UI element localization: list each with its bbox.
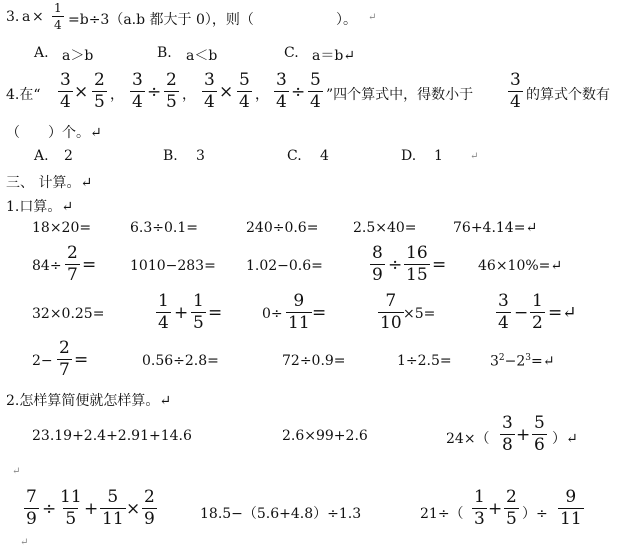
oral-r4-item1-equals: =: [74, 350, 89, 370]
oral-r4-item1-prefix: 2−: [32, 353, 53, 369]
simplify-r2-item1-op3: ×: [126, 499, 141, 519]
q4-label: 4.在“: [6, 87, 41, 103]
oral-r3-item3-equals: =: [312, 303, 327, 323]
oral-r1-item3: 240÷0.6=: [246, 220, 319, 236]
q4-option-d-letter: D.: [401, 148, 417, 164]
q4-middle-text: ”四个算式中，得数小于: [326, 87, 474, 103]
oral-r2-item4-equals: =: [432, 255, 447, 275]
q4-expr1-op: ×: [74, 82, 89, 102]
q4-option-a-text: 2: [64, 148, 73, 164]
oral-r2-item3: 1.02−0.6=: [246, 258, 323, 274]
oral-r3-item3-prefix: 0÷: [262, 306, 283, 322]
oral-r2-item1-equals: =: [82, 255, 97, 275]
simplify-r2-item3-fraction3: $\frac{9}{11}$: [560, 487, 582, 529]
q3-close: ）。: [336, 12, 357, 28]
oral-r4-item5: $3^2-2^3=↵$: [490, 353, 555, 370]
simplify-r1-item2: 2.6×99+2.6: [282, 428, 368, 444]
oral-r3-item5-fraction1: $\frac{3}{4}$: [498, 291, 509, 333]
q3-return-mark: ↵: [368, 12, 377, 23]
simplify-r2-item1-fraction2: $\frac{11}{5}$: [60, 487, 82, 529]
oral-r3-item2-op: +: [174, 303, 189, 323]
simplify-r1-item3-fraction2: $\frac{5}{6}$: [534, 413, 545, 455]
q4-option-a-letter: A.: [34, 148, 49, 164]
oral-r1-item1: 18×20=: [32, 220, 92, 236]
q4-option-c-letter: C.: [287, 148, 302, 164]
q4-reference-fraction: $\frac{3}{4}$: [510, 70, 521, 112]
simplify-r2-item3-fraction2: $\frac{2}{5}$: [506, 487, 517, 529]
simplify-r2-item3-fraction1: $\frac{1}{3}$: [474, 487, 485, 529]
oral-r2-item4-fraction1: $\frac{8}{9}$: [372, 243, 383, 285]
simplify-r1-item3-prefix: 24×（: [446, 431, 490, 447]
sub-2-heading: 2.怎样算简便就怎样算。↵: [6, 393, 172, 409]
q4-expr1-frac2: $\frac{2}{5}$: [94, 70, 105, 112]
q3-option-b-text: a＜b: [186, 48, 218, 64]
oral-r3-item4-tail: ×5=: [403, 306, 436, 322]
sub-1-heading: 1.口算。↵: [6, 199, 74, 215]
q4-option-d-text: 1: [434, 148, 443, 164]
q4-answer-blank: （ ）个。↵: [6, 125, 102, 141]
simplify-r2-item2: 18.5−（5.6+4.8）÷1.3: [200, 506, 362, 522]
simplify-r2-item3-prefix: 21÷（: [420, 506, 464, 522]
q4-comma2: ，: [182, 87, 196, 103]
end-mark: ↵: [20, 537, 29, 548]
q4-expr2-frac1: $\frac{3}{4}$: [132, 70, 143, 112]
q3-option-a-text: a＞b: [62, 48, 94, 64]
oral-r1-item2: 6.3÷0.1=: [130, 220, 198, 236]
q3-var-a: a: [22, 9, 31, 25]
q3-rest: =b÷3（a.b 都大于 0），则（: [68, 12, 254, 28]
oral-r4-item2: 0.56÷2.8=: [142, 353, 219, 369]
section-3-heading: 三、 计算。↵: [6, 175, 93, 191]
q4-expr4-op: ÷: [291, 82, 306, 102]
simplify-r1-item1: 23.19+2.4+2.91+14.6: [32, 428, 192, 444]
oral-r3-item5-equals: =↵: [548, 303, 577, 323]
simplify-r2-item1-fraction1: $\frac{7}{9}$: [26, 487, 37, 529]
oral-r2-item1-fraction: $\frac{2}{7}$: [67, 243, 78, 285]
simplify-r1-item3-suffix: ）↵: [552, 431, 578, 447]
q4-expr2-frac2: $\frac{2}{5}$: [166, 70, 177, 112]
oral-r4-item1-fraction: $\frac{2}{7}$: [59, 338, 70, 380]
q4-expr3-op: ×: [219, 82, 234, 102]
oral-r1-item5: 76+4.14=↵: [453, 220, 538, 236]
oral-r3-item1: 32×0.25=: [32, 306, 105, 322]
q4-expr3-frac2: $\frac{5}{4}$: [239, 70, 250, 112]
oral-r2-item4-op: ÷: [388, 255, 403, 275]
oral-r2-item1-prefix: 84÷: [32, 258, 62, 274]
q3-fraction: $\frac{1}{4}$: [54, 1, 62, 32]
q3-times: ×: [32, 9, 44, 25]
simplify-r2-item1-fraction3: $\frac{5}{11}$: [102, 487, 124, 529]
oral-r3-item4-fraction: $\frac{7}{10}$: [380, 291, 402, 333]
simplify-r1-item3-op: +: [516, 425, 531, 445]
oral-r3-item5-op: −: [514, 303, 529, 323]
simplify-r2-item3-middle: ）÷: [522, 506, 548, 522]
oral-r1-item4: 2.5×40=: [353, 220, 417, 236]
q4-option-b-letter: B.: [163, 148, 178, 164]
oral-r3-item5-fraction2: $\frac{1}{2}$: [532, 291, 543, 333]
simplify-r1-item3-fraction1: $\frac{3}{8}$: [502, 413, 513, 455]
oral-r3-item2-fraction2: $\frac{1}{5}$: [193, 291, 204, 333]
q4-option-b-text: 3: [196, 148, 205, 164]
q4-comma1: ，: [110, 87, 124, 103]
simplify-r2-item1-op1: ÷: [42, 499, 57, 519]
oral-r4-item4: 1÷2.5=: [397, 353, 452, 369]
blank-line-mark: ↵: [12, 466, 21, 477]
oral-r3-item2-fraction1: $\frac{1}{4}$: [158, 291, 169, 333]
q4-expr4-frac2: $\frac{5}{4}$: [310, 70, 321, 112]
oral-r2-item4-fraction2: $\frac{16}{15}$: [406, 243, 428, 285]
q4-expr4-frac1: $\frac{3}{4}$: [276, 70, 287, 112]
q3-label: 3.: [6, 9, 20, 25]
q4-expr2-op: ÷: [147, 82, 162, 102]
q4-expr1-frac1: $\frac{3}{4}$: [60, 70, 71, 112]
q4-option-c-text: 4: [320, 148, 329, 164]
oral-r2-item5: 46×10%=↵: [478, 258, 563, 274]
q4-return-mark: ↵: [470, 151, 479, 162]
q3-option-c-letter: C.: [284, 45, 299, 61]
q4-tail-text: 的算式个数有: [526, 87, 610, 103]
simplify-r2-item1-op2: +: [84, 499, 99, 519]
oral-r4-item3: 72÷0.9=: [282, 353, 346, 369]
oral-r3-item2-equals: =: [208, 303, 223, 323]
q4-comma3: ，: [255, 87, 269, 103]
simplify-r2-item1-fraction4: $\frac{2}{9}$: [144, 487, 155, 529]
q3-option-b-letter: B.: [157, 45, 172, 61]
oral-r3-item3-fraction: $\frac{9}{11}$: [288, 291, 310, 333]
simplify-r2-item3-op: +: [488, 499, 503, 519]
q3-option-c-text: a＝b↵: [312, 48, 356, 64]
q3-option-a-letter: A.: [34, 45, 49, 61]
q4-expr3-frac1: $\frac{3}{4}$: [204, 70, 215, 112]
oral-r2-item2: 1010−283=: [130, 258, 216, 274]
